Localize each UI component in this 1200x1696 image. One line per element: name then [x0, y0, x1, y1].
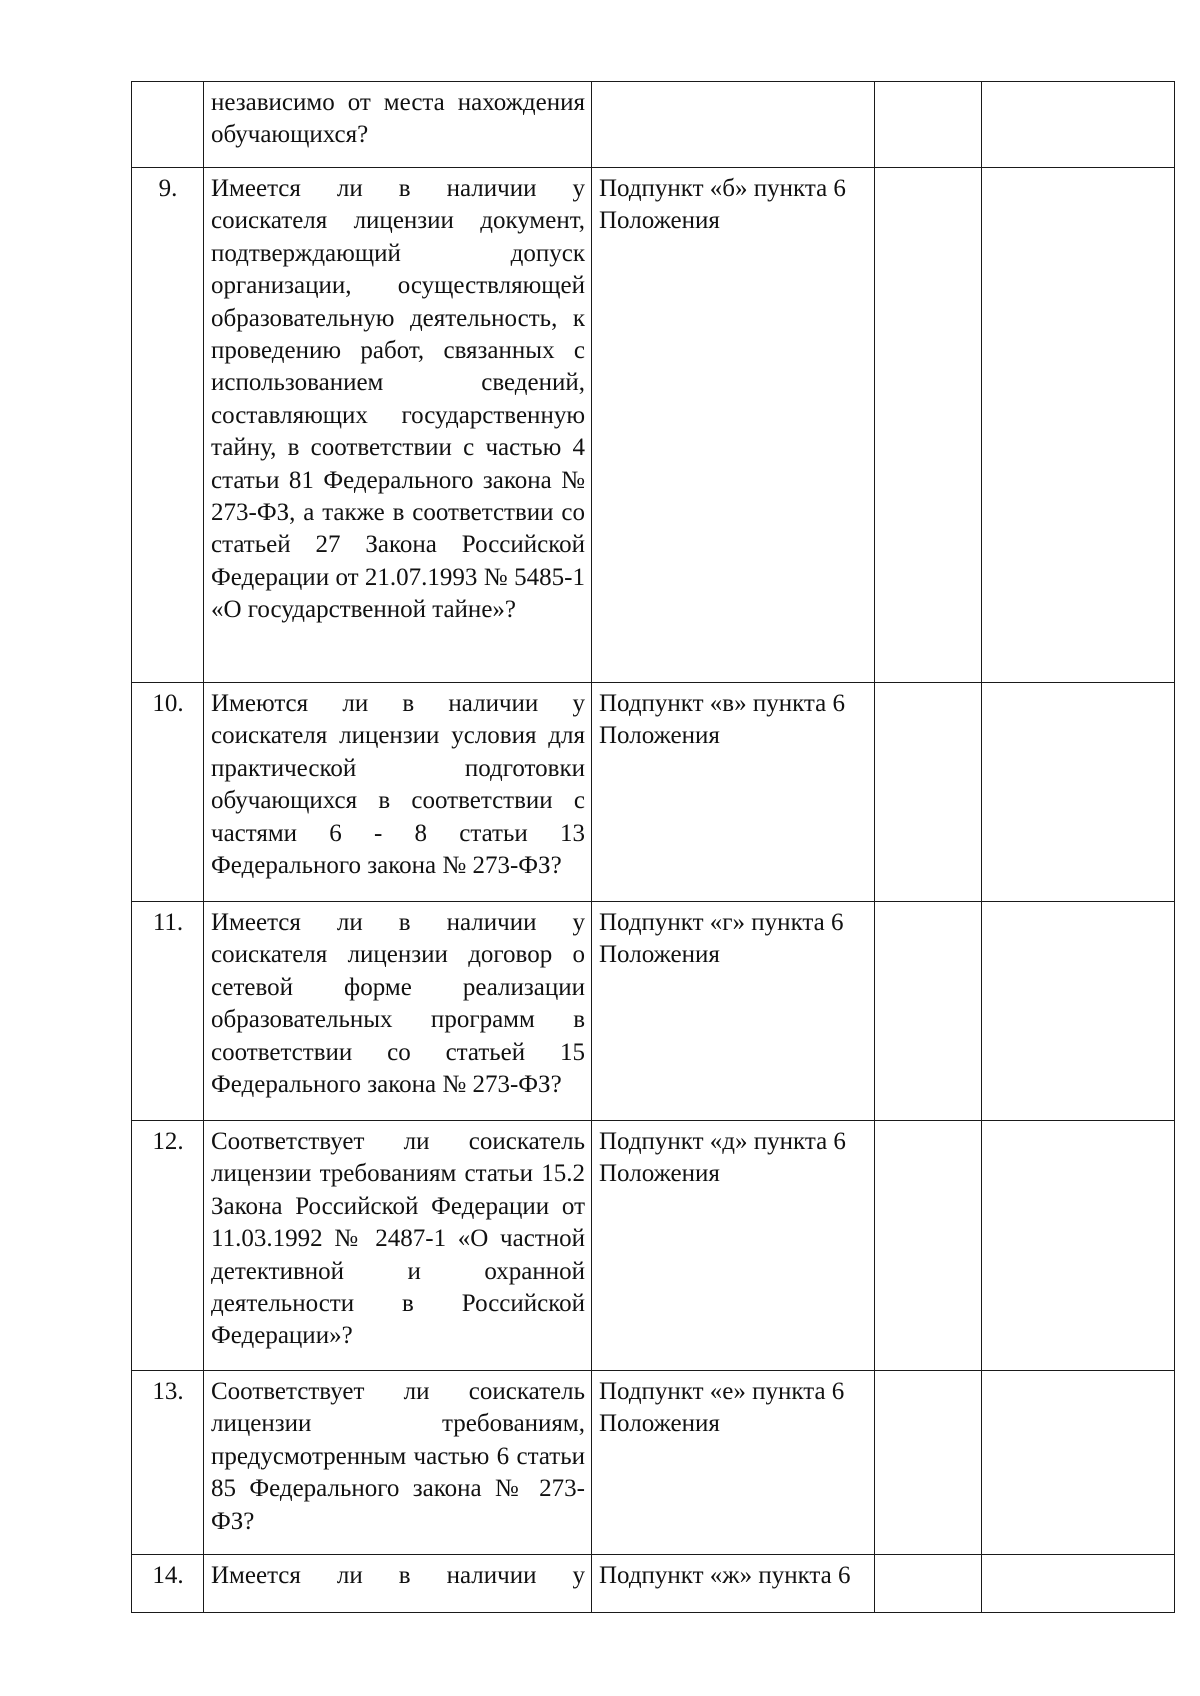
empty-cell: [982, 683, 1175, 902]
row-number-cell: 12.: [132, 1121, 204, 1371]
table-row: [132, 902, 1175, 1121]
row-number-cell: 11.: [132, 902, 204, 1121]
empty-cell: [982, 1121, 1175, 1371]
question-cell: Соответствует ли соискатель лицензии требованиям статьи 15.2 Закона Российской Федерации от 11.03.1992 № 2487-1 «О частной детективной и охранной деятельности в Российской Федерации»?: [204, 1121, 592, 1371]
empty-cell: [875, 168, 982, 683]
empty-cell: [982, 168, 1175, 683]
question-cell: Имеются ли в наличии у соискателя лицензии условия для практической подготовки обучающихся в соответствии с частями 6 - 8 статьи 13 Федерального закона № 273-ФЗ?: [204, 683, 592, 902]
empty-cell: [982, 82, 1175, 168]
row-number-cell: 9.: [132, 168, 204, 683]
reference-cell: Подпункт «е» пункта 6 Положения: [592, 1371, 875, 1555]
reference-cell: Подпункт «б» пункта 6 Положения: [592, 168, 875, 683]
reference-cell: Подпункт «д» пункта 6 Положения: [592, 1121, 875, 1371]
reference-cell: Подпункт «г» пункта 6 Положения: [592, 902, 875, 1121]
question-cell: Имеется ли в наличии у соискателя лицензии договор о сетевой форме реализации образовательных программ в соответствии со статьей 15 Федерального закона № 273-ФЗ?: [204, 902, 592, 1121]
empty-cell: [875, 902, 982, 1121]
table-row: [132, 82, 1175, 168]
question-cell: независимо от места нахождения обучающихся?: [204, 82, 592, 168]
empty-cell: [875, 1121, 982, 1371]
question-cell: Соответствует ли соискатель лицензии требованиям, предусмотренным частью 6 статьи 85 Федерального закона № 273-ФЗ?: [204, 1371, 592, 1555]
empty-cell: [875, 1555, 982, 1613]
empty-cell: [982, 1371, 1175, 1555]
row-number-cell: [132, 82, 204, 168]
table-row: [132, 683, 1175, 902]
reference-cell: Подпункт «ж» пункта 6: [592, 1555, 875, 1613]
empty-cell: [875, 82, 982, 168]
empty-cell: [982, 1555, 1175, 1613]
empty-cell: [875, 1371, 982, 1555]
reference-cell: [592, 82, 875, 168]
empty-cell: [875, 683, 982, 902]
row-number-cell: 14.: [132, 1555, 204, 1613]
row-number-cell: 13.: [132, 1371, 204, 1555]
question-cell: Имеется ли в наличии у соискателя лицензии документ, подтверждающий допуск организации, осуществляющей образовательную деятельность, к проведению работ, связанных с использованием сведений, составляющих государственную тайну, в соответствии с частью 4 статьи 81 Федерального закона № 273-ФЗ, а также в соответствии со статьей 27 Закона Российской Федерации от 21.07.1993 № 5485-1 «О государственной тайне»?: [204, 168, 592, 683]
empty-cell: [982, 902, 1175, 1121]
question-cell: Имеется ли в наличии у: [204, 1555, 592, 1613]
table-row: [132, 1555, 1175, 1613]
checklist-table: [131, 81, 1175, 1613]
table-row: [132, 168, 1175, 683]
table-row: [132, 1371, 1175, 1555]
reference-cell: Подпункт «в» пункта 6 Положения: [592, 683, 875, 902]
row-number-cell: 10.: [132, 683, 204, 902]
table-row: [132, 1121, 1175, 1371]
